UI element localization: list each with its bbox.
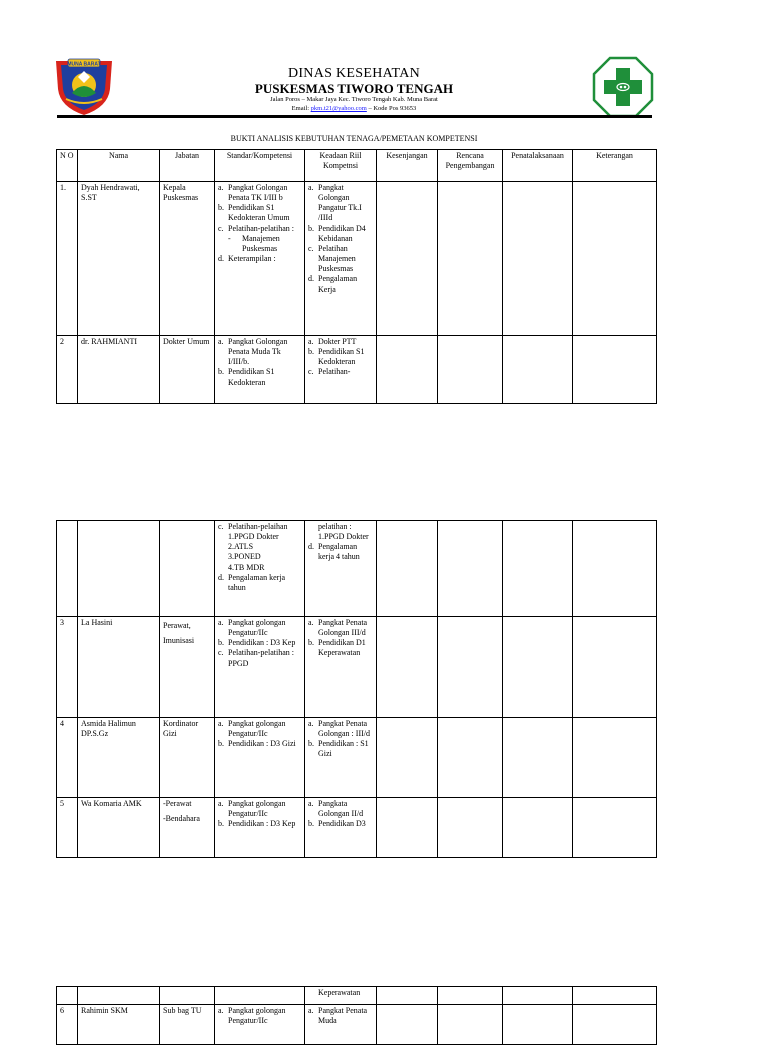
row-kesenjangan [377, 182, 438, 336]
col-rencana: Rencana Pengembangan [438, 150, 503, 182]
letterhead [0, 0, 768, 125]
row-keadaan: a. Pangkat Penata Golongan III/d b. Pendidikan D1 Keperawatan [305, 617, 377, 718]
table-row [57, 798, 657, 858]
row-nama: Asmida Halimun DP.S.Gz [78, 718, 160, 798]
row-nama: Dyah Hendrawati, S.ST [78, 182, 160, 336]
col-keterangan: Keterangan [573, 150, 657, 182]
row-standar: a. Pangkat Golongan Penata TK I/III b b. Pendidikan S1 Kedokteran Umum c. Pelatihan-pelatihan : - Manajemen Puskesmas d. Keterampilan : [215, 182, 305, 336]
row-keadaan: pelatihan : 1.PPGD Dokter d. Pengalaman kerja 4 tahun [305, 521, 377, 617]
col-kesenjangan: Kesenjangan [377, 150, 438, 182]
row-keadaan: Keperawatan [305, 987, 377, 1005]
row-jabatan: Kordinator Gizi [160, 718, 215, 798]
table-row [57, 336, 657, 404]
col-no: N O [57, 150, 78, 182]
table-row [57, 182, 657, 336]
row-nama: dr. RAHMIANTI [78, 336, 160, 404]
row-standar: c. Pelatihan-pelaihan 1.PPGD Dokter 2.ATLS 3.PONED 4.TB MDR d. Pengalaman kerja tahun [215, 521, 305, 617]
address-line: Jalan Poros – Makar Jaya Kec. Tiworo Tengah Kab. Muna Barat [270, 96, 438, 103]
row-standar: a. Pangkat golongan Pengatur/IIc [215, 1005, 305, 1045]
col-jabatan: Jabatan [160, 150, 215, 182]
col-keadaan: Keadaan Riil Kompetnsi [305, 150, 377, 182]
row-keadaan: a. Pangkat Penata Golongan : III/d b. Pendidikan : S1 Gizi [305, 718, 377, 798]
header-rule [57, 115, 652, 118]
row-nama: Wa Komaria AMK [78, 798, 160, 858]
row-jabatan: Perawat, Imunisasi [160, 617, 215, 718]
email-label: Email: [291, 105, 310, 112]
row-nama: La Hasini [78, 617, 160, 718]
competency-table-2 [56, 520, 657, 858]
postal-code: – Kode Pos 93653 [368, 105, 417, 112]
svg-text:MUNA BARAT: MUNA BARAT [67, 61, 101, 68]
agency-name: DINAS KESEHATAN [287, 66, 421, 81]
row-standar: a. Pangkat Golongan Penata Muda Tk I/III/b. b. Pendidikan S1 Kedokteran [215, 336, 305, 404]
row-no: 6 [57, 1005, 78, 1045]
row-keadaan: a. Dokter PTT b. Pendidikan S1 Kedokteran c. Pelatihan- [305, 336, 377, 404]
row-no: 3 [57, 617, 78, 718]
row-standar: a. Pangkat golongan Pengatur/IIc b. Pendidikan : D3 Kep [215, 798, 305, 858]
col-penatalaksanaan: Penatalaksanaan [503, 150, 573, 182]
row-rencana [438, 182, 503, 336]
institution-name: PUSKESMAS TIWORO TENGAH [254, 81, 454, 96]
row-penatalaksanaan [503, 182, 573, 336]
table-row [57, 617, 657, 718]
row-no: 1. [57, 182, 78, 336]
table-row [57, 718, 657, 798]
row-no: 2 [57, 336, 78, 404]
row-no: 4 [57, 718, 78, 798]
row-jabatan: Sub bag TU [160, 1005, 215, 1045]
email-link[interactable]: pkm.t21@yahoo.com [310, 105, 367, 112]
col-standar: Standar/Kompetensi [215, 150, 305, 182]
row-keadaan: a. Pangkat Golongan Pangatur Tk.I /IIId b. Pendidikan D4 Kebidanan c. Pelatihan Manajemen Puskesmas d. Pengalaman Kerja [305, 182, 377, 336]
table-header-row [57, 150, 657, 182]
document-title: BUKTI ANALISIS KEBUTUHAN TENAGA/PEMETAAN KOMPETENSI [230, 134, 478, 143]
row-keadaan: a. Pangkata Golongan II/d b. Pendidikan D3 [305, 798, 377, 858]
row-no: 5 [57, 798, 78, 858]
competency-table-1 [56, 149, 657, 404]
row-jabatan: Dokter Umum [160, 336, 215, 404]
row-jabatan: -Perawat -Bendahara [160, 798, 215, 858]
puskesmas-cross-logo-icon [592, 56, 654, 118]
row-keterangan [573, 182, 657, 336]
table-row [57, 987, 657, 1005]
row-standar: a. Pangkat golongan Pengatur/IIc b. Pendidikan : D3 Gizi [215, 718, 305, 798]
row-jabatan: Kepala Puskesmas [160, 182, 215, 336]
col-nama: Nama [78, 150, 160, 182]
competency-table-3 [56, 986, 657, 1045]
row-nama: Rahimin SKM [78, 1005, 160, 1045]
table-row [57, 521, 657, 617]
row-keadaan: a. Pangkat Penata Muda [305, 1005, 377, 1045]
row-standar: a. Pangkat golongan Pengatur/IIc b. Pendidikan : D3 Kep c. Pelatihan-pelatihan : PPGD [215, 617, 305, 718]
table-row [57, 1005, 657, 1045]
